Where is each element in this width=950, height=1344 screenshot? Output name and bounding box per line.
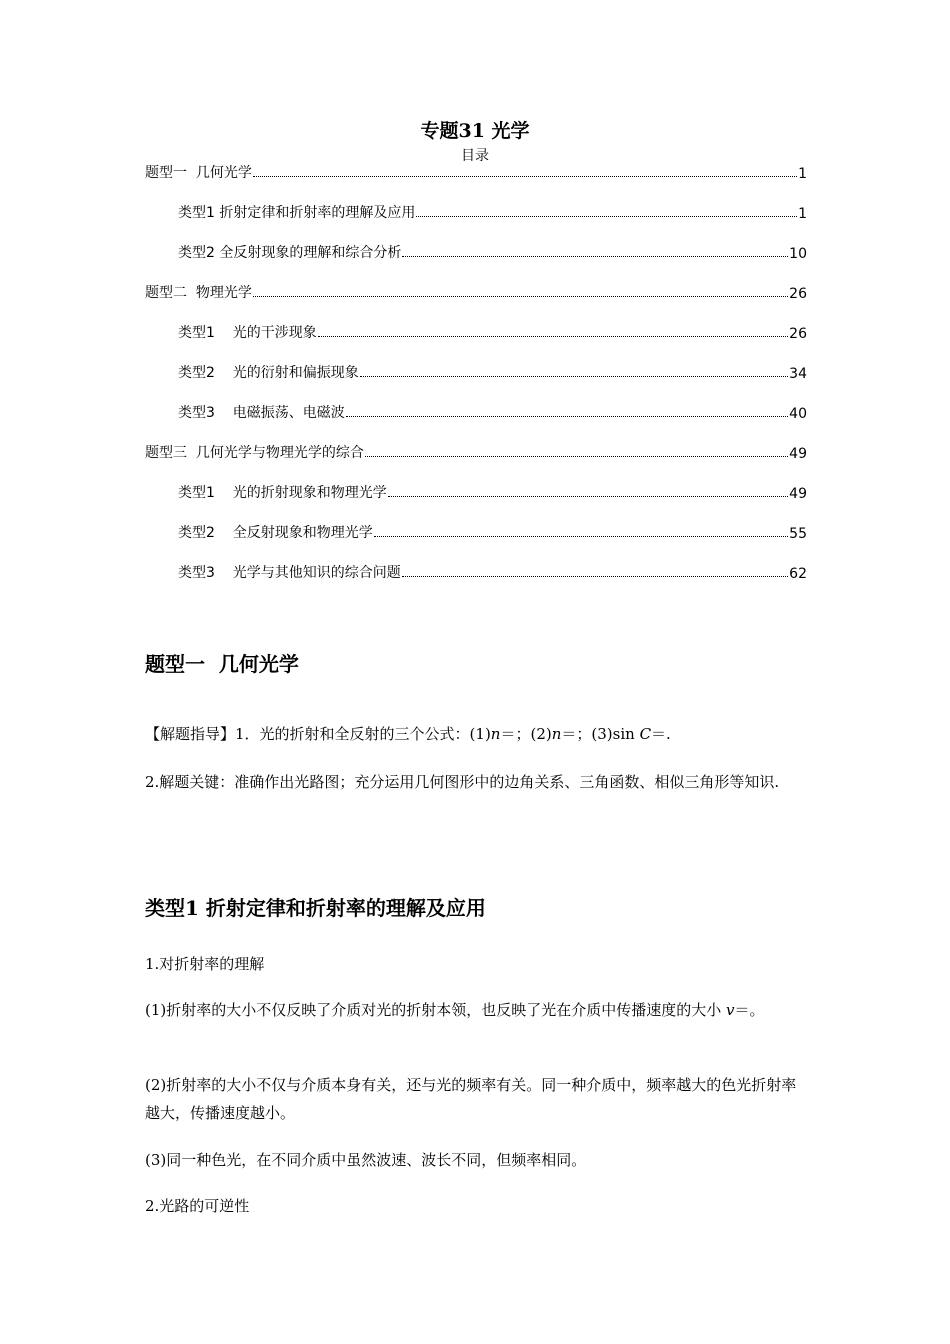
toc-entry-label: 题型一 几何光学 — [145, 165, 252, 181]
refraction-paragraph-3: (3)同一种色光，在不同介质中虽然波速、波长不同，但频率相同。 — [145, 1151, 587, 1169]
toc-entry-label: 类型1 折射定律和折射率的理解及应用 — [178, 205, 416, 221]
refraction-index-heading: 1.对折射率的理解 — [145, 955, 265, 973]
toc-entry-page: 49 — [789, 446, 807, 462]
toc-entry-label: 题型二 物理光学 — [145, 285, 252, 301]
section-heading-refraction: 类型1 折射定律和折射率的理解及应用 — [145, 896, 486, 920]
guide-var-c: C — [639, 725, 652, 743]
guide-mid2: ＝；(3)sin — [561, 725, 640, 743]
toc-leader — [318, 336, 788, 337]
toc-entry[interactable] — [178, 482, 807, 502]
refraction-paragraph-2: (2)折射率的大小不仅与介质本身有关，还与光的频率有关。同一种介质中，频率越大的色光折射率越大，传播速度越小。 — [145, 1076, 797, 1122]
toc-leader — [253, 176, 797, 177]
toc-leader — [365, 456, 788, 457]
toc-entry-page: 40 — [789, 406, 807, 422]
toc-entry-label: 类型3 光学与其他知识的综合问题 — [178, 565, 401, 581]
guide-prefix: 【解题指导】1．光的折射和全反射的三个公式：(1) — [145, 725, 491, 743]
toc-entry[interactable] — [178, 362, 807, 382]
toc-entry[interactable] — [178, 562, 807, 582]
toc-heading: 目录 — [461, 148, 489, 164]
toc-entry[interactable] — [145, 162, 807, 182]
guide-paragraph — [145, 720, 807, 748]
toc-entry-page: 26 — [789, 286, 807, 302]
toc-entry-page: 49 — [789, 486, 807, 502]
section-heading-geometric-optics: 题型一 几何光学 — [145, 652, 299, 676]
refraction-paragraph-1 — [145, 996, 807, 1024]
toc-entry-label: 类型2 光的衍射和偏振现象 — [178, 365, 359, 381]
toc-entry[interactable] — [145, 282, 807, 302]
toc-entry[interactable] — [178, 202, 807, 222]
key-point-paragraph: 2.解题关键：准确作出光路图；充分运用几何图形中的边角关系、三角函数、相似三角形等知识. — [145, 773, 780, 791]
refraction-paragraph-1-text: (1)折射率的大小不仅反映了介质对光的折射本领，也反映了光在介质中传播速度的大小 — [145, 1001, 727, 1019]
toc-leader — [360, 376, 788, 377]
guide-end: ＝. — [651, 725, 671, 743]
toc-entry[interactable] — [178, 402, 807, 422]
toc-entry[interactable] — [178, 322, 807, 342]
toc-entry[interactable] — [178, 522, 807, 542]
toc-entry-page: 55 — [789, 526, 807, 542]
toc-leader — [416, 216, 797, 217]
toc-entry-page: 10 — [789, 246, 807, 262]
toc-entry-label: 类型2 全反射现象和物理光学 — [178, 525, 373, 541]
toc-leader — [402, 256, 788, 257]
refraction-paragraph-1-end: ＝。 — [734, 1001, 765, 1019]
toc-leader — [346, 416, 788, 417]
toc-entry-page: 34 — [789, 366, 807, 382]
document-title: 专题31 光学 — [420, 120, 530, 142]
toc-entry-page: 62 — [789, 566, 807, 582]
toc-entry-label: 题型三 几何光学与物理光学的综合 — [145, 445, 364, 461]
toc-entry-label: 类型1 光的折射现象和物理光学 — [178, 485, 387, 501]
toc-entry-label: 类型2 全反射现象的理解和综合分析 — [178, 245, 402, 261]
optical-path-reversibility-heading: 2.光路的可逆性 — [145, 1197, 250, 1215]
toc-entry[interactable] — [178, 242, 807, 262]
guide-var-n1: n — [490, 725, 501, 743]
toc-entry-label: 类型1 光的干涉现象 — [178, 325, 317, 341]
guide-var-n2: n — [551, 725, 562, 743]
toc-leader — [388, 496, 788, 497]
velocity-var: v — [726, 1001, 735, 1019]
toc-leader — [374, 536, 788, 537]
toc-entry-page: 1 — [798, 166, 807, 182]
toc-entry-label: 类型3 电磁振荡、电磁波 — [178, 405, 345, 421]
toc-entry[interactable] — [145, 442, 807, 462]
toc-entry-page: 1 — [798, 206, 807, 222]
toc-leader — [402, 576, 788, 577]
guide-mid1: ＝；(2) — [500, 725, 552, 743]
toc-entry-page: 26 — [789, 326, 807, 342]
toc-leader — [253, 296, 788, 297]
